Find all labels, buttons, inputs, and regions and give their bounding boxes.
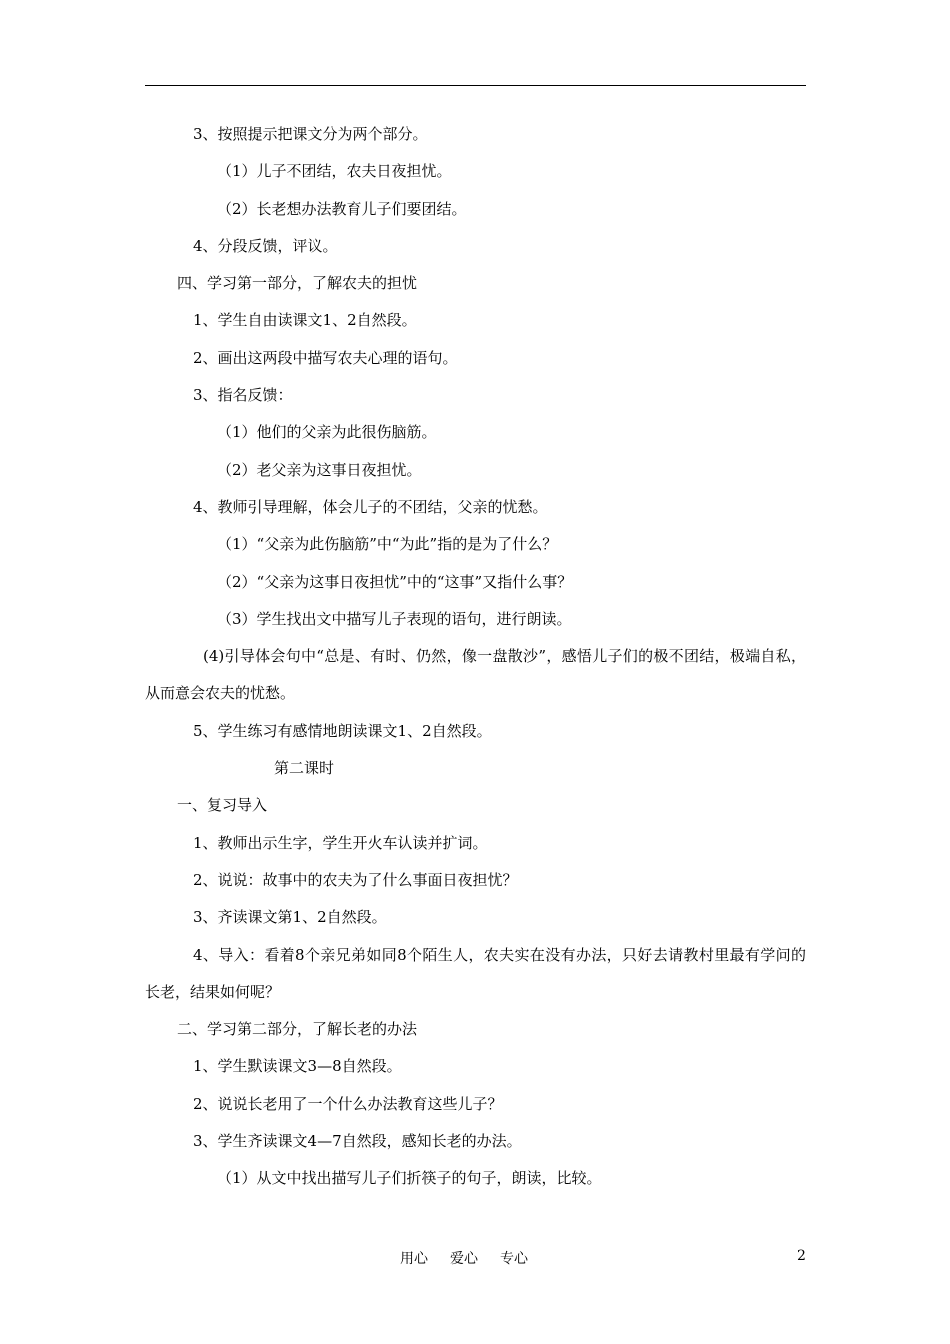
review-step-1: 1、教师出示生字，学生开火车认读并扩词。 [193,833,488,852]
question-4-paragraph [145,638,806,713]
review-step-4-paragraph [145,937,806,1012]
step-2-mark-sentences: 2、画出这两段中描写农夫心理的语句。 [193,348,458,367]
footer-motto [400,1248,550,1268]
step-5-practice-reading: 5、学生练习有感情地朗读课文1、2自然段。 [193,721,492,740]
step-4-feedback: 4、分段反馈，评议。 [193,236,338,255]
footer-motto-2: 爱心 [450,1251,478,1267]
question-3: （3）学生找出文中描写儿子表现的语句，进行朗读。 [217,609,572,628]
section-4-heading: 四、学习第一部分，了解农夫的担忧 [177,274,418,293]
header-rule [145,85,806,86]
part-2-step-1: 1、学生默读课文3—8自然段。 [193,1057,402,1076]
feedback-item-2: （2）老父亲为这事日夜担忧。 [217,460,422,479]
question-1: （1）“父亲为此伤脑筋”中“为此”指的是为了什么？ [217,535,558,554]
review-step-3: 3、齐读课文第1、2自然段。 [193,908,387,927]
part-2-summary: （2）长老想办法教育儿子们要团结。 [217,199,467,218]
footer-motto-3: 专心 [500,1251,528,1267]
step-1-free-reading: 1、学生自由读课文1、2自然段。 [193,311,417,330]
part-2-step-3: 3、学生齐读课文4—7自然段，感知长老的办法。 [193,1132,522,1151]
document-body [145,116,806,1198]
part-2-item-1: （1）从文中找出描写儿子们折筷子的句子，朗读，比较。 [217,1169,602,1188]
question-2: （2）“父亲为这事日夜担忧”中的“这事”又指什么事？ [217,572,573,591]
lesson-2-heading: 第二课时 [274,759,335,778]
question-4-text: (4)引导体会句中“总是、有时、仍然，像一盘散沙”，感悟儿子们的极不团结，极端自私，从而意会农夫的忧愁。 [145,647,806,703]
footer-motto-1: 用心 [400,1251,428,1267]
step-3-split-parts: 3、按照提示把课文分为两个部分。 [193,125,428,143]
section-2-heading: 二、学习第二部分，了解长老的办法 [177,1020,418,1039]
page-number: 2 [797,1248,806,1264]
review-step-4-text: 4、导入：看着8个亲兄弟如同8个陌生人，农夫实在没有办法，只好去请教村里最有学问的长老，结果如何呢？ [145,945,806,1001]
feedback-item-1: （1）他们的父亲为此很伤脑筋。 [217,423,437,442]
review-step-2: 2、说说：故事中的农夫为了什么事面日夜担忧？ [193,870,518,889]
step-3-named-feedback: 3、指名反馈： [193,386,293,405]
section-1-heading: 一、复习导入 [177,796,268,815]
part-1-summary: （1）儿子不团结，农夫日夜担忧。 [217,162,452,181]
step-4-teacher-guide: 4、教师引导理解，体会儿子的不团结，父亲的忧愁。 [193,497,548,516]
part-2-step-2: 2、说说长老用了一个什么办法教育这些儿子？ [193,1094,503,1113]
